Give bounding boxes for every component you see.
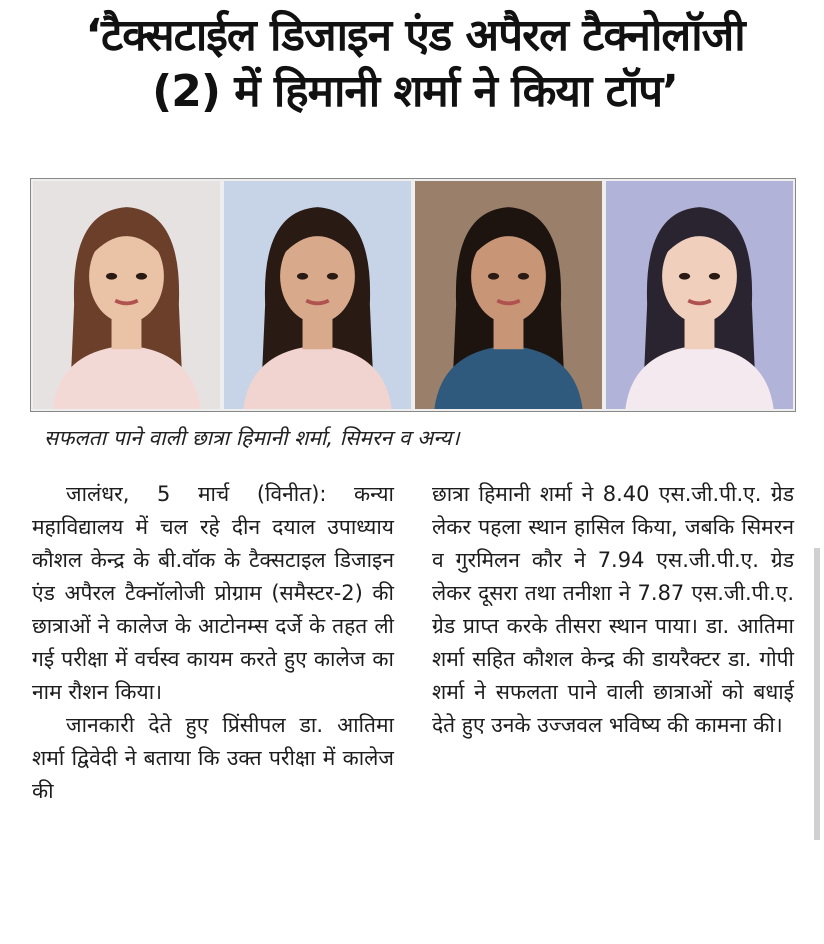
article-paragraph-3: छात्रा हिमानी शर्मा ने 8.40 एस.जी.पी.ए. ग्रेड लेकर पहला स्थान हासिल किया, जबकि सिमरन व गुरमिलन कौर ने 7.94 एस.जी.पी.ए. ग्रेड लेकर दूसरा तथा तनीशा ने 7.87 एस.जी.पी.ए. ग्रेड प्राप्त करके तीसरा स्थान पाया। डा. आतिमा शर्मा सहित कौशल केन्द्र की डायरैक्टर डा. गोपी शर्मा ने सफलता पाने वाली छात्राओं को बधाई देते हुए उनके उज्जवल भविष्य की कामना की। <box>432 482 794 737</box>
student-photo-4 <box>606 181 793 409</box>
portrait-illustration <box>415 181 602 409</box>
article-column-left <box>32 478 394 808</box>
article-paragraph-2: जानकारी देते हुए प्रिंसीपल डा. आतिमा शर्मा द्विवेदी ने बताया कि उक्त परीक्षा में कालेज की <box>32 713 394 803</box>
student-photo-1 <box>33 181 220 409</box>
article-column-right <box>432 478 794 742</box>
article-paragraph-1: जालंधर, 5 मार्च (विनीत): कन्या महाविद्यालय में चल रहे दीन दयाल उपाध्याय कौशल केन्द्र के बी.वॉक के टैक्सटाइल डिजाइन एंड अपैरल टैक्नॉलोजी प्रोग्राम (समैस्टर-2) की छात्राओं ने कालेज के आटोनम्स दर्जे के तहत ली गई परीक्षा में वर्चस्व कायम करते हुए कालेज का नाम रौशन किया। <box>32 482 394 704</box>
portrait-illustration <box>33 181 220 409</box>
photo-strip <box>30 178 796 412</box>
headline <box>30 8 800 120</box>
student-photo-2 <box>224 181 411 409</box>
headline-line-1: ‘टैक्सटाईल डिजाइन एंड अपैरल टैक्नोलॉजी <box>85 10 745 61</box>
portrait-illustration <box>224 181 411 409</box>
portrait-illustration <box>606 181 793 409</box>
student-photo-3 <box>415 181 602 409</box>
headline-line-2: (2) में हिमानी शर्मा ने किया टॉप’ <box>152 66 678 117</box>
photo-caption: सफलता पाने वाली छात्रा हिमानी शर्मा, सिमरन व अन्य। <box>44 426 460 450</box>
page-edge-shadow <box>814 548 820 840</box>
